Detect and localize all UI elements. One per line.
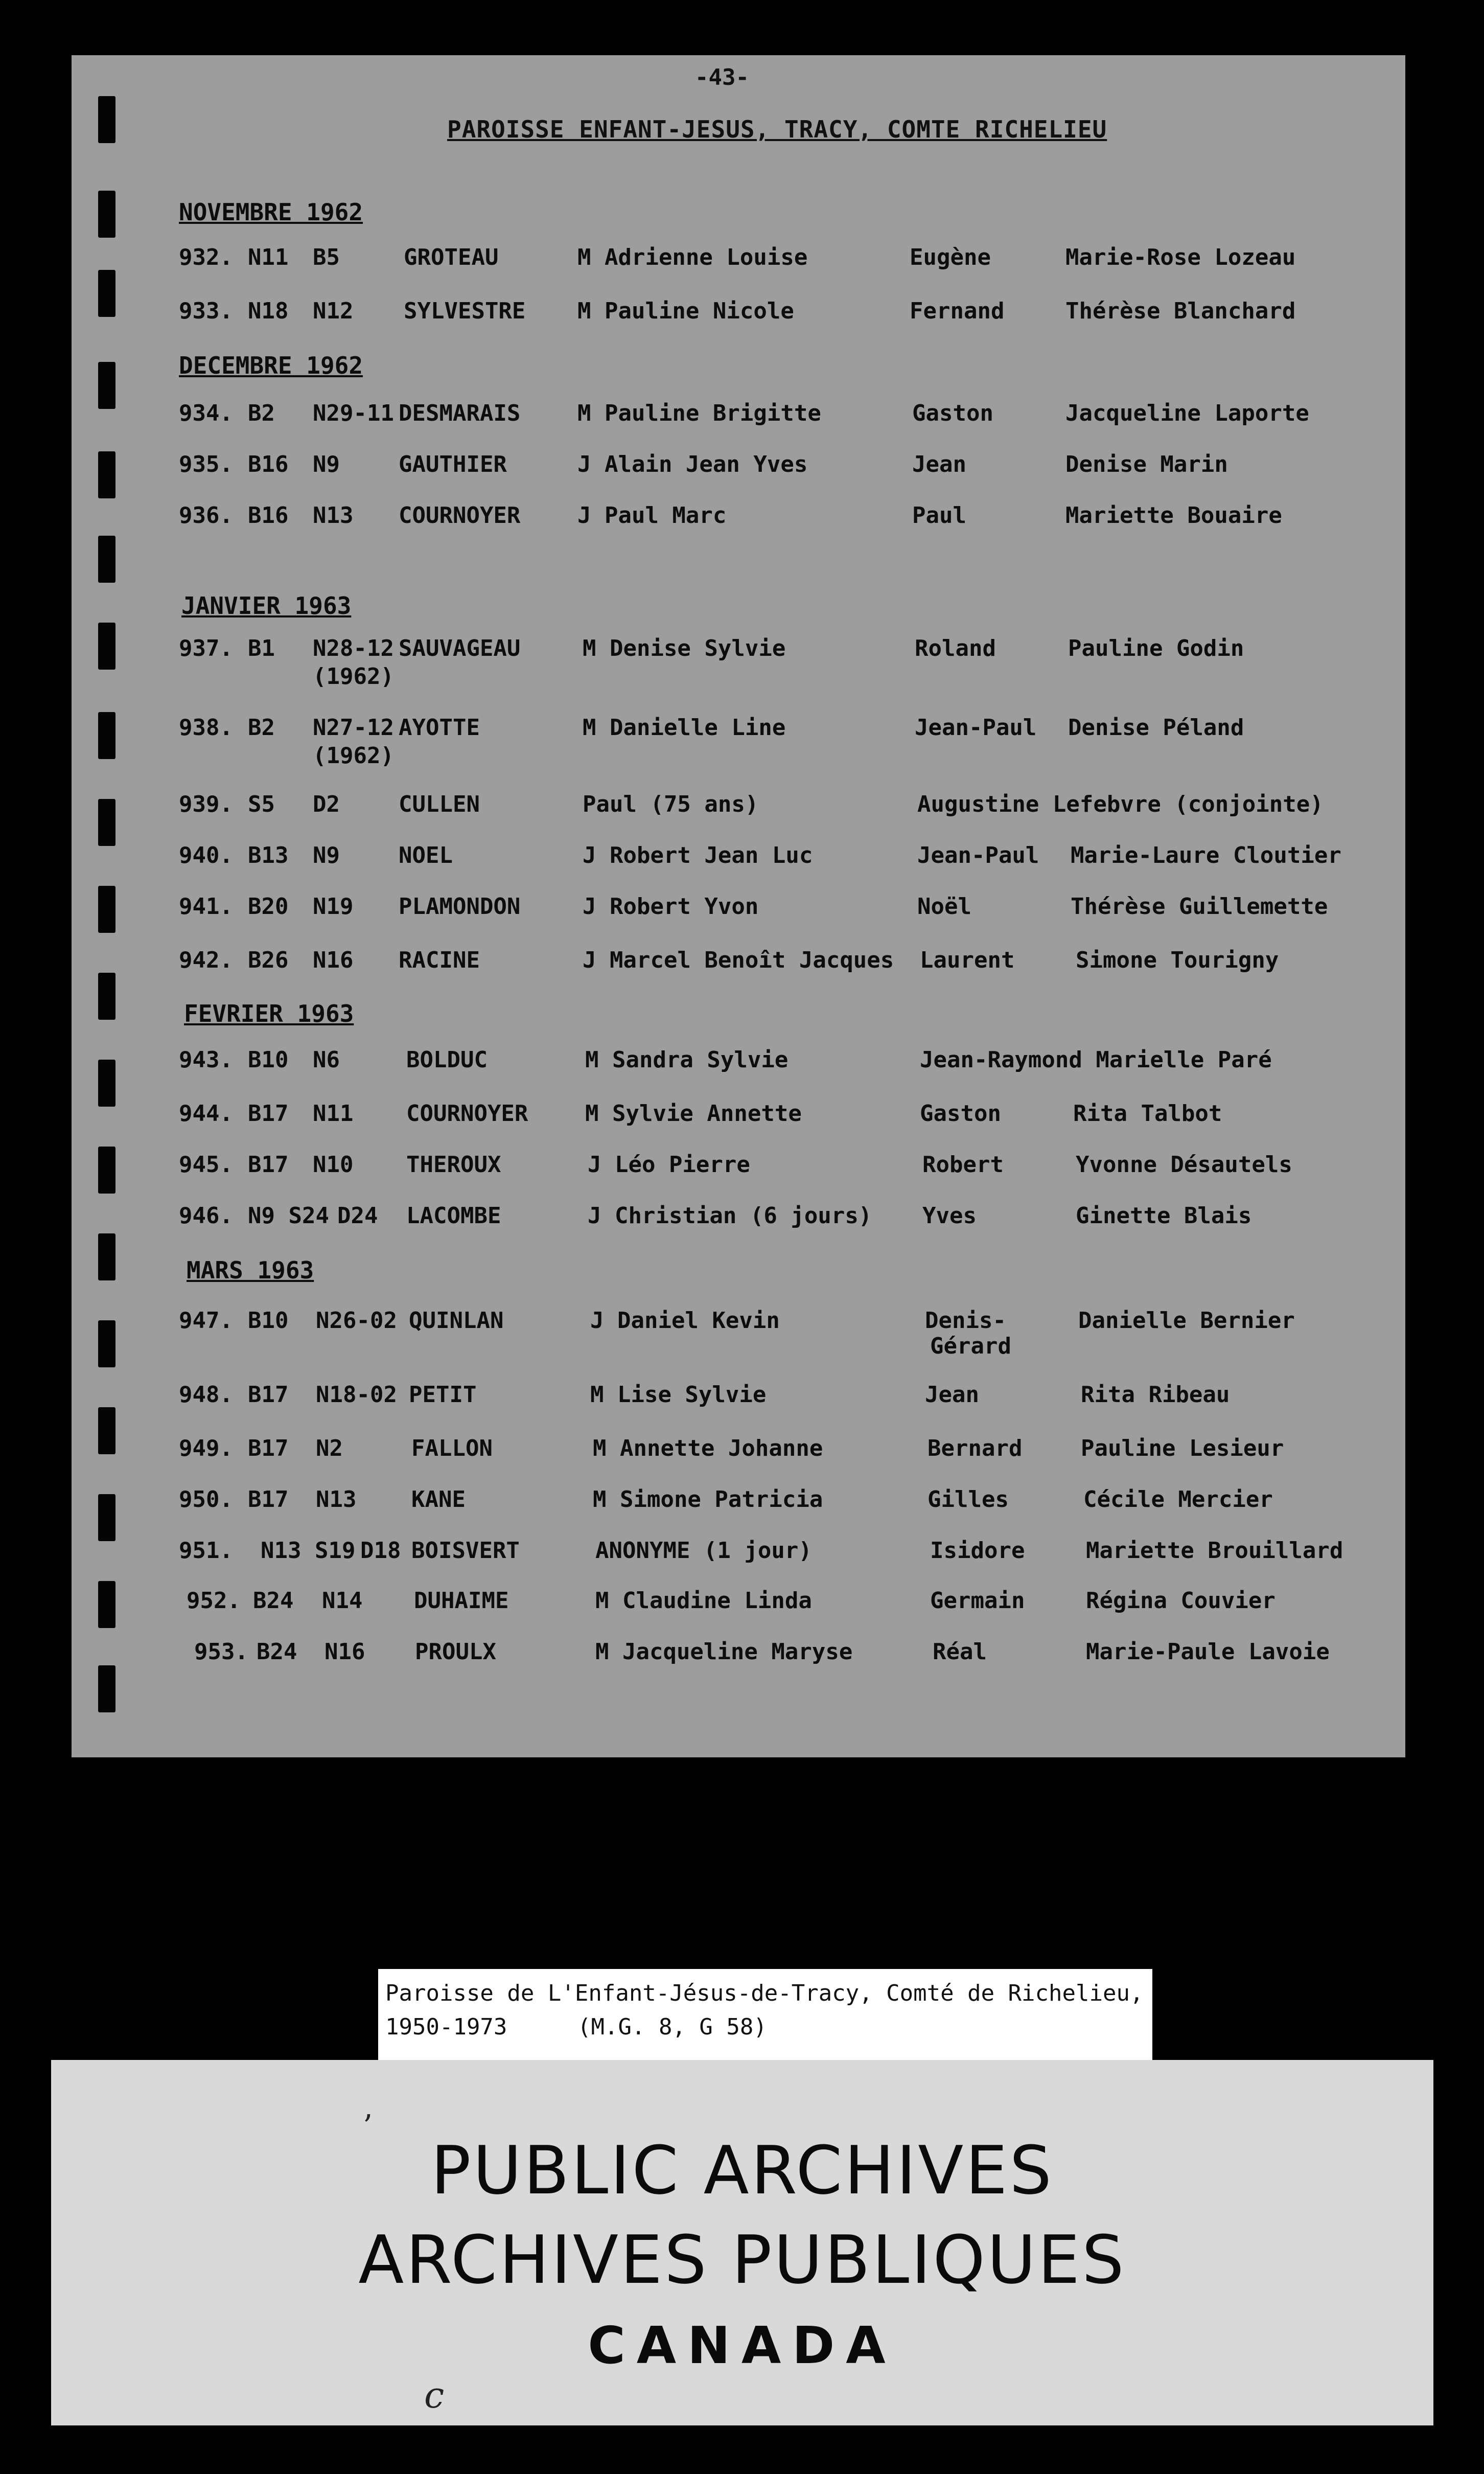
entry-surname: PLAMONDON bbox=[399, 894, 521, 920]
month-heading: JANVIER 1963 bbox=[181, 592, 352, 620]
entry-code-a: B10 bbox=[248, 1308, 289, 1334]
entry-code-a: B16 bbox=[248, 502, 289, 529]
entry-code-b: D18 bbox=[360, 1538, 401, 1564]
entry-number: 934. bbox=[179, 400, 233, 426]
entry-surname: BOISVERT bbox=[411, 1538, 520, 1564]
entry-code-b: N9 bbox=[313, 842, 340, 868]
table-row bbox=[72, 1639, 1405, 1680]
entry-father: Eugène bbox=[910, 244, 991, 270]
entry-surname: KANE bbox=[411, 1486, 466, 1513]
entry-mother: Marie-Laure Cloutier bbox=[1071, 842, 1341, 868]
table-row bbox=[72, 842, 1405, 883]
entry-code-a: B17 bbox=[248, 1486, 289, 1513]
entry-code-b: N28-12 bbox=[313, 635, 394, 661]
entry-father: Denis- bbox=[925, 1308, 1006, 1334]
entry-number: 932. bbox=[179, 244, 233, 270]
entry-father: Paul bbox=[912, 502, 966, 529]
entry-surname: THEROUX bbox=[406, 1152, 501, 1178]
entry-mother: Cécile Mercier bbox=[1083, 1486, 1273, 1513]
entry-number: 948. bbox=[179, 1382, 233, 1408]
entry-code-a: B13 bbox=[248, 842, 289, 868]
entry-code-b: N16 bbox=[313, 947, 354, 973]
entry-number: 941. bbox=[179, 894, 233, 920]
entry-given-names: J Alain Jean Yves bbox=[577, 451, 808, 477]
stray-pencil-mark: c bbox=[424, 2374, 445, 2416]
entry-number: 949. bbox=[179, 1435, 233, 1461]
entry-given-names: M Sylvie Annette bbox=[585, 1101, 802, 1127]
entry-mother: Rita Talbot bbox=[1073, 1101, 1222, 1127]
entry-code-b: N29-11 bbox=[313, 400, 394, 426]
entry-code-b: N27-12 bbox=[313, 715, 394, 741]
entry-code-a: B17 bbox=[248, 1382, 289, 1408]
entry-father: Jean-Paul bbox=[915, 715, 1037, 741]
entry-code-b: D2 bbox=[313, 791, 340, 817]
month-heading: FEVRIER 1963 bbox=[184, 1000, 354, 1027]
entry-given-names: M Lise Sylvie bbox=[590, 1382, 767, 1408]
entry-mother: Danielle Bernier bbox=[1078, 1308, 1295, 1334]
table-row bbox=[72, 400, 1405, 441]
stray-mark: ’ bbox=[363, 2109, 373, 2144]
table-row bbox=[72, 1152, 1405, 1193]
entry-surname: DESMARAIS bbox=[399, 400, 521, 426]
entry-code-b: N11 bbox=[313, 1101, 354, 1127]
entry-code-b: N13 bbox=[316, 1486, 357, 1513]
table-row bbox=[72, 1203, 1405, 1244]
entry-father: Fernand bbox=[910, 298, 1005, 324]
entry-father: Laurent bbox=[920, 947, 1015, 973]
entry-given-names: ANONYME (1 jour) bbox=[595, 1538, 812, 1564]
entry-code-a: N13 S19 bbox=[261, 1538, 356, 1564]
entry-code-b: N10 bbox=[313, 1152, 354, 1178]
entry-number: 942. bbox=[179, 947, 233, 973]
entry-mother: Jacqueline Laporte bbox=[1065, 400, 1309, 426]
entry-given-names: M Adrienne Louise bbox=[577, 244, 808, 270]
entry-surname: RACINE bbox=[399, 947, 480, 973]
entry-code-b: N26-02 bbox=[316, 1308, 397, 1334]
entry-father: Noël bbox=[917, 894, 971, 920]
entry-number: 940. bbox=[179, 842, 233, 868]
banner-line-country: CANADA bbox=[588, 2316, 897, 2375]
entry-number: 947. bbox=[179, 1308, 233, 1334]
table-row bbox=[72, 791, 1405, 832]
entry-surname: SAUVAGEAU bbox=[399, 635, 521, 661]
entry-code-a: B10 bbox=[248, 1047, 289, 1073]
entry-given-names: M Jacqueline Maryse bbox=[595, 1639, 853, 1665]
entry-mother: Marie-Paule Lavoie bbox=[1086, 1639, 1330, 1665]
entry-surname: NOEL bbox=[399, 842, 453, 868]
entry-mother: Pauline Lesieur bbox=[1081, 1435, 1284, 1461]
entry-father: Isidore bbox=[930, 1538, 1025, 1564]
entry-mother: Yvonne Désautels bbox=[1076, 1152, 1292, 1178]
entry-surname: QUINLAN bbox=[409, 1308, 504, 1334]
entry-code-a: B17 bbox=[248, 1152, 289, 1178]
entry-given-names: J Robert Jean Luc bbox=[583, 842, 813, 868]
entry-code-a: B20 bbox=[248, 894, 289, 920]
entry-code-b: N12 bbox=[313, 298, 354, 324]
entry-code-a: B17 bbox=[248, 1101, 289, 1127]
entry-code-b: N2 bbox=[316, 1435, 343, 1461]
entry-number: 944. bbox=[179, 1101, 233, 1127]
entry-surname: AYOTTE bbox=[399, 715, 480, 741]
entry-father: Jean bbox=[925, 1382, 979, 1408]
entry-number: 937. bbox=[179, 635, 233, 661]
entry-code-a: B2 bbox=[248, 400, 275, 426]
entry-number: 939. bbox=[179, 791, 233, 817]
entry-code-b: N6 bbox=[313, 1047, 340, 1073]
table-row bbox=[72, 1588, 1405, 1629]
entry-father: Bernard bbox=[928, 1435, 1023, 1461]
entry-surname: GROTEAU bbox=[404, 244, 499, 270]
entry-father: Jean-Paul bbox=[917, 842, 1039, 868]
entry-number: 950. bbox=[179, 1486, 233, 1513]
entry-father: Jean bbox=[912, 451, 966, 477]
entry-number: 952. bbox=[187, 1588, 241, 1614]
entry-surname: DUHAIME bbox=[414, 1588, 509, 1614]
entry-mother: Mariette Bouaire bbox=[1065, 502, 1282, 529]
entry-given-names: M Pauline Brigitte bbox=[577, 400, 821, 426]
entry-code-a: S5 bbox=[248, 791, 275, 817]
banner-line-french: ARCHIVES PUBLIQUES bbox=[358, 2221, 1126, 2299]
archive-label-card bbox=[378, 1969, 1152, 2060]
entry-given-names: M Simone Patricia bbox=[593, 1486, 823, 1513]
entry-code-a: B24 bbox=[257, 1639, 297, 1665]
entry-father: Gaston bbox=[920, 1101, 1001, 1127]
parish-title: PAROISSE ENFANT-JESUS, TRACY, COMTE RICHELIEU bbox=[447, 116, 1107, 143]
entry-surname: BOLDUC bbox=[406, 1047, 488, 1073]
entry-mother: Simone Tourigny bbox=[1076, 947, 1279, 973]
entry-number: 935. bbox=[179, 451, 233, 477]
entry-number: 933. bbox=[179, 298, 233, 324]
table-row bbox=[72, 1047, 1405, 1088]
entry-given-names: M Sandra Sylvie bbox=[585, 1047, 789, 1073]
entry-code-a: B26 bbox=[248, 947, 289, 973]
entry-father: Yves bbox=[922, 1203, 977, 1229]
label-reference: (M.G. 8, G 58) bbox=[577, 2014, 767, 2040]
entry-code-a: N11 bbox=[248, 244, 289, 270]
binder-hole bbox=[98, 96, 115, 143]
entry-surname: PROULX bbox=[415, 1639, 496, 1665]
entry-code-b: N14 bbox=[322, 1588, 363, 1614]
entry-number: 936. bbox=[179, 502, 233, 529]
entry-number: 938. bbox=[179, 715, 233, 741]
entry-surname: PETIT bbox=[409, 1382, 477, 1408]
entry-given-names: J Christian (6 jours) bbox=[588, 1203, 872, 1229]
entry-given-names: M Pauline Nicole bbox=[577, 298, 794, 324]
entry-code-a: N9 S24 bbox=[248, 1203, 329, 1229]
entry-code-a: N18 bbox=[248, 298, 289, 324]
entry-mother: Pauline Godin bbox=[1068, 635, 1244, 661]
entry-code-a: B17 bbox=[248, 1435, 289, 1461]
entry-code-b: N18-02 bbox=[316, 1382, 397, 1408]
table-row bbox=[72, 635, 1405, 690]
entry-surname: COURNOYER bbox=[399, 502, 521, 529]
table-row bbox=[72, 715, 1405, 769]
entry-father: Roland bbox=[915, 635, 996, 661]
entry-mother: Mariette Brouillard bbox=[1086, 1538, 1343, 1564]
label-line-parish: Paroisse de L'Enfant-Jésus-de-Tracy, Comté de Richelieu, bbox=[385, 1980, 1144, 2006]
page-number: -43- bbox=[695, 64, 749, 90]
archives-banner bbox=[51, 2060, 1433, 2425]
entry-number: 951. bbox=[179, 1538, 233, 1564]
entry-given-names: J Daniel Kevin bbox=[590, 1308, 780, 1334]
entry-surname: FALLON bbox=[411, 1435, 493, 1461]
table-row bbox=[72, 1308, 1405, 1359]
entry-number: 943. bbox=[179, 1047, 233, 1073]
month-heading: MARS 1963 bbox=[187, 1256, 314, 1284]
entry-code-a: B1 bbox=[248, 635, 275, 661]
entry-mother: Denise Péland bbox=[1068, 715, 1244, 741]
table-row bbox=[72, 451, 1405, 492]
entry-given-names: M Danielle Line bbox=[583, 715, 786, 741]
entry-mother: Thérèse Blanchard bbox=[1065, 298, 1296, 324]
table-row bbox=[72, 1435, 1405, 1476]
table-row bbox=[72, 947, 1405, 988]
entry-number: 945. bbox=[179, 1152, 233, 1178]
entry-surname: LACOMBE bbox=[406, 1203, 501, 1229]
register-page bbox=[72, 55, 1405, 1757]
entry-surname: CULLEN bbox=[399, 791, 480, 817]
entry-code-b: N16 bbox=[324, 1639, 365, 1665]
entry-mother: Thérèse Guillemette bbox=[1071, 894, 1328, 920]
label-years: 1950-1973 bbox=[385, 2014, 507, 2040]
month-heading: DECEMBRE 1962 bbox=[179, 352, 363, 379]
entry-given-names: J Léo Pierre bbox=[588, 1152, 750, 1178]
entry-given-names: M Annette Johanne bbox=[593, 1435, 823, 1461]
entry-given-names: M Denise Sylvie bbox=[583, 635, 786, 661]
entry-number: 946. bbox=[179, 1203, 233, 1229]
entry-father: Augustine Lefebvre (conjointe) bbox=[917, 791, 1324, 817]
entry-father: Réal bbox=[933, 1639, 987, 1665]
month-heading: NOVEMBRE 1962 bbox=[179, 198, 363, 226]
entry-given-names: J Marcel Benoît Jacques bbox=[583, 947, 894, 973]
table-row bbox=[72, 1538, 1405, 1578]
table-row bbox=[72, 502, 1405, 543]
entry-given-names: J Robert Yvon bbox=[583, 894, 759, 920]
entry-given-names: J Paul Marc bbox=[577, 502, 727, 529]
entry-father-cont: Gérard bbox=[930, 1333, 1011, 1359]
entry-mother: Denise Marin bbox=[1065, 451, 1228, 477]
entry-code-a: B24 bbox=[253, 1588, 294, 1614]
entry-mother: Rita Ribeau bbox=[1081, 1382, 1230, 1408]
entry-father: Gaston bbox=[912, 400, 993, 426]
entry-code-b: B5 bbox=[313, 244, 340, 270]
entry-code-b: N13 bbox=[313, 502, 354, 529]
entry-surname: GAUTHIER bbox=[399, 451, 507, 477]
table-row bbox=[72, 244, 1405, 285]
entry-mother: Marie-Rose Lozeau bbox=[1065, 244, 1296, 270]
entry-code-b: N9 bbox=[313, 451, 340, 477]
entry-code-b: D24 bbox=[337, 1203, 378, 1229]
entry-number: 953. bbox=[194, 1639, 248, 1665]
table-row bbox=[72, 298, 1405, 339]
table-row bbox=[72, 1101, 1405, 1141]
table-row bbox=[72, 1486, 1405, 1527]
entry-mother: Régina Couvier bbox=[1086, 1588, 1276, 1614]
entry-given-names: Paul (75 ans) bbox=[583, 791, 759, 817]
entry-code-b: N19 bbox=[313, 894, 354, 920]
entry-given-names: M Claudine Linda bbox=[595, 1588, 812, 1614]
table-row bbox=[72, 1382, 1405, 1423]
entry-surname: SYLVESTRE bbox=[404, 298, 526, 324]
entry-code-a: B16 bbox=[248, 451, 289, 477]
entry-code-year: (1962) bbox=[313, 663, 394, 690]
entry-father: Robert bbox=[922, 1152, 1004, 1178]
entry-surname: COURNOYER bbox=[406, 1101, 528, 1127]
entry-mother: Ginette Blais bbox=[1076, 1203, 1252, 1229]
banner-line-english: PUBLIC ARCHIVES bbox=[431, 2132, 1054, 2209]
entry-father: Germain bbox=[930, 1588, 1025, 1614]
entry-code-a: B2 bbox=[248, 715, 275, 741]
entry-father: Jean-Raymond Marielle Paré bbox=[920, 1047, 1272, 1073]
binder-hole bbox=[98, 191, 115, 238]
table-row bbox=[72, 894, 1405, 934]
entry-code-year: (1962) bbox=[313, 743, 394, 769]
entry-father: Gilles bbox=[928, 1486, 1009, 1513]
